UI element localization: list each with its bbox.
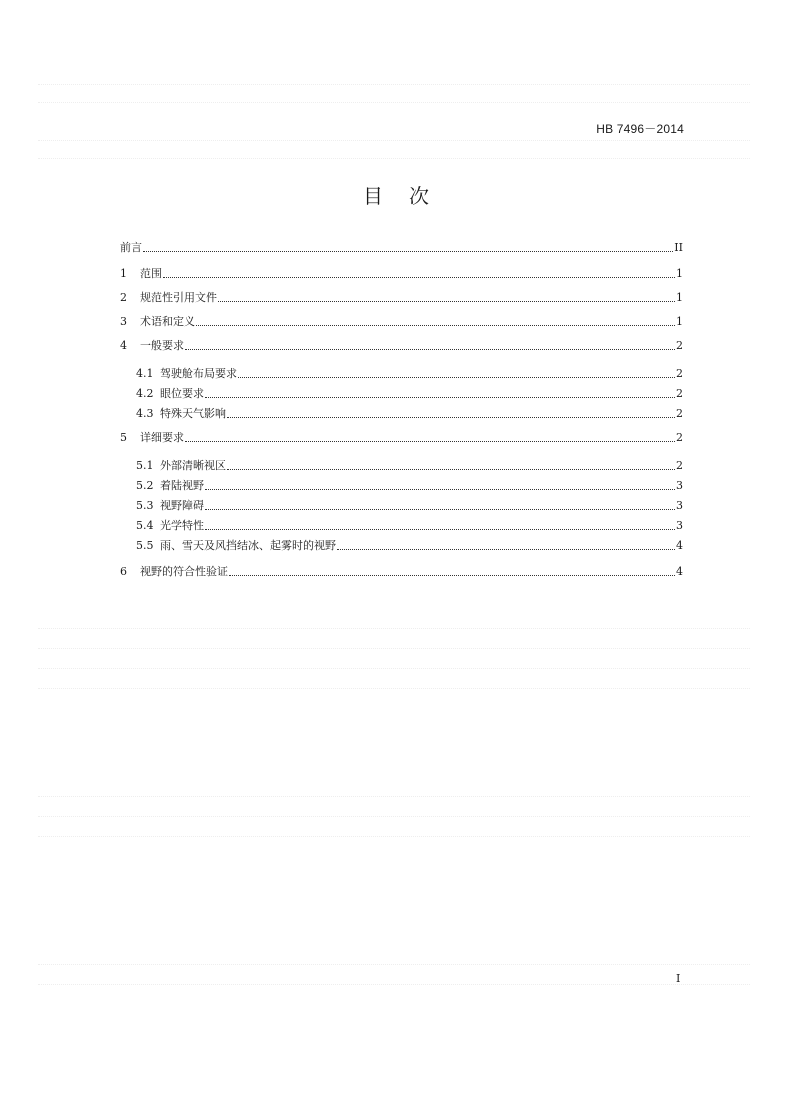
toc-entry-label: 术语和定义 xyxy=(140,315,195,328)
toc-entry-page: 1 xyxy=(676,315,683,328)
toc-entry-number: 5.5 xyxy=(136,539,154,552)
toc-entry-label: 驾驶舱布局要求 xyxy=(160,367,237,380)
toc-dot-leader xyxy=(218,301,675,302)
toc-entry[interactable] xyxy=(136,386,683,402)
toc-entry-page: 2 xyxy=(676,339,683,352)
toc-entry[interactable] xyxy=(120,240,683,256)
toc-entry-label: 特殊天气影响 xyxy=(160,407,226,420)
toc-entry[interactable] xyxy=(120,314,683,330)
toc-entry-label: 前言 xyxy=(120,241,142,254)
toc-entry-number: 5.4 xyxy=(136,519,154,532)
background-rule xyxy=(38,796,750,797)
toc-entry[interactable] xyxy=(120,564,683,580)
toc-entry-number: 4.1 xyxy=(136,367,154,380)
background-rule xyxy=(38,836,750,837)
toc-dot-leader xyxy=(196,325,675,326)
toc-entry-page: 3 xyxy=(676,519,683,532)
toc-entry-number: 4 xyxy=(120,339,127,352)
toc-entry-page: 2 xyxy=(676,387,683,400)
toc-entry-number: 5.3 xyxy=(136,499,154,512)
toc-dot-leader xyxy=(143,251,673,252)
toc-entry[interactable] xyxy=(120,338,683,354)
toc-entry-label: 光学特性 xyxy=(160,519,204,532)
toc-dot-leader xyxy=(205,397,675,398)
background-rule xyxy=(38,628,750,629)
toc-entry-label: 详细要求 xyxy=(140,431,184,444)
background-rule xyxy=(38,84,750,85)
toc-entry[interactable] xyxy=(120,266,683,282)
background-rule xyxy=(38,984,750,985)
toc-entry-number: 6 xyxy=(120,565,127,578)
toc-entry-page: 3 xyxy=(676,479,683,492)
page-title: 目次 xyxy=(363,184,455,208)
background-rule xyxy=(38,102,750,103)
background-rule xyxy=(38,964,750,965)
toc-entry-number: 3 xyxy=(120,315,127,328)
toc-entry[interactable] xyxy=(120,290,683,306)
toc-entry[interactable] xyxy=(136,478,683,494)
toc-entry-page: 2 xyxy=(676,407,683,420)
toc-entry-label: 视野的符合性验证 xyxy=(140,565,228,578)
toc-entry-number: 4.3 xyxy=(136,407,154,420)
toc-dot-leader xyxy=(205,489,675,490)
page-number: I xyxy=(676,972,681,985)
toc-dot-leader xyxy=(185,349,675,350)
toc-dot-leader xyxy=(238,377,675,378)
toc-entry[interactable] xyxy=(136,458,683,474)
background-rule xyxy=(38,688,750,689)
toc-entry-page: 2 xyxy=(676,367,683,380)
toc-entry-number: 5.1 xyxy=(136,459,154,472)
toc-entry[interactable] xyxy=(136,406,683,422)
toc-dot-leader xyxy=(227,469,675,470)
toc-entry[interactable] xyxy=(136,498,683,514)
toc-entry-label: 一般要求 xyxy=(140,339,184,352)
toc-entry-page: 1 xyxy=(676,291,683,304)
background-rule xyxy=(38,648,750,649)
toc-dot-leader xyxy=(185,441,675,442)
toc-dot-leader xyxy=(163,277,675,278)
toc-entry[interactable] xyxy=(136,366,683,382)
toc-entry-label: 范围 xyxy=(140,267,162,280)
toc-entry-label: 雨、雪天及风挡结冰、起雾时的视野 xyxy=(160,539,336,552)
background-rule xyxy=(38,668,750,669)
document-code: HB 7496－2014 xyxy=(596,122,684,136)
toc-dot-leader xyxy=(229,575,675,576)
toc-entry-label: 着陆视野 xyxy=(160,479,204,492)
toc-entry-number: 5.2 xyxy=(136,479,154,492)
toc-dot-leader xyxy=(337,549,675,550)
background-rule xyxy=(38,158,750,159)
toc-entry-page: II xyxy=(674,241,683,254)
toc-entry[interactable] xyxy=(136,538,683,554)
background-rule xyxy=(38,816,750,817)
toc-entry-number: 2 xyxy=(120,291,127,304)
toc-entry-number: 5 xyxy=(120,431,127,444)
toc-entry-page: 4 xyxy=(676,565,683,578)
toc-entry-label: 眼位要求 xyxy=(160,387,204,400)
toc-dot-leader xyxy=(205,529,675,530)
toc-entry-label: 视野障碍 xyxy=(160,499,204,512)
toc-dot-leader xyxy=(205,509,675,510)
background-rule xyxy=(38,140,750,141)
toc-entry[interactable] xyxy=(136,518,683,534)
toc-entry-page: 2 xyxy=(676,431,683,444)
toc-entry-number: 4.2 xyxy=(136,387,154,400)
toc-entry-label: 规范性引用文件 xyxy=(140,291,217,304)
toc-entry[interactable] xyxy=(120,430,683,446)
toc-entry-page: 2 xyxy=(676,459,683,472)
toc-entry-page: 3 xyxy=(676,499,683,512)
toc-entry-number: 1 xyxy=(120,267,127,280)
toc-entry-page: 1 xyxy=(676,267,683,280)
toc-entry-page: 4 xyxy=(676,539,683,552)
toc-dot-leader xyxy=(227,417,675,418)
toc-entry-label: 外部清晰视区 xyxy=(160,459,226,472)
